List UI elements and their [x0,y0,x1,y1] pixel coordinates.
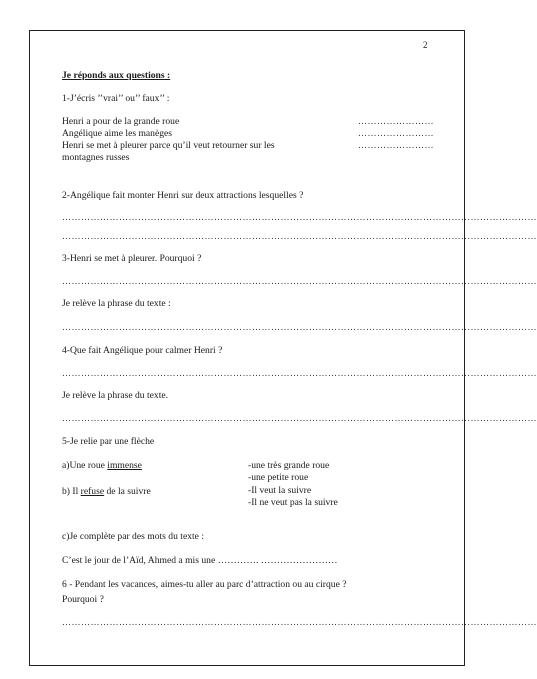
q5-item-a-prefix: a)Une roue [62,460,108,471]
q5-item-b-prefix: b) Il [62,486,81,497]
section-heading: Je réponds aux questions : [62,70,171,81]
q4-followup: Je relève la phrase du texte. [62,390,169,401]
q3-followup-answer-line[interactable]: …………………………………………………………………………………………………………………………………… [62,322,537,332]
q5-item-a[interactable] [62,460,142,471]
q3-answer-line[interactable]: …………………………………………………………………………………………………………………………………… [62,276,537,286]
q4-followup-answer-line[interactable]: …………………………………………………………………………………………………………………………………… [62,413,537,423]
q1-title: 1-J’écris ’’vrai’’ ou’’ faux’’ : [62,93,170,104]
q5-item-b[interactable] [62,486,151,497]
q1-item-2: Angélique aime les manèges [62,128,173,139]
q5-item-a-word: immense [107,460,142,471]
q1-item-3: Henri se met à pleurer parce qu’il veut retourner sur les [62,140,275,151]
q5-item-b-suffix: de la suivre [104,486,151,497]
q2-title: 2-Angélique fait monter Henri sur deux attractions lesquelles ? [62,190,304,201]
q4-title: 4-Que fait Angélique pour calmer Henri ? [62,345,223,356]
q3-title: 3-Henri se met à pleurer. Pourquoi ? [62,253,202,264]
q5-option-4[interactable]: -Il ne veut pas la suivre [248,497,338,508]
q5-option-1[interactable]: -une très grande roue [248,460,330,471]
q2-answer-line-2[interactable]: …………………………………………………………………………………………………………………………………… [62,231,537,241]
q5-c-sentence[interactable]: C’est le jour de l’Aïd, Ahmed a mis une …………. …………………… [62,555,338,566]
page-number: 2 [423,40,428,50]
q1-answer-3[interactable]: …………………… [358,140,434,150]
q1-answer-1[interactable]: …………………… [358,116,434,126]
q5-item-b-word: refuse [80,486,105,497]
q1-item-1: Henri a pour de la grande roue [62,116,180,127]
q5-title: 5-Je relie par une flèche [62,436,155,447]
q6-answer-line[interactable]: …………………………………………………………………………………………………………………………………… [62,617,537,627]
q5-option-3[interactable]: -Il veut la suivre [248,485,312,496]
q3-followup: Je relève la phrase du texte : [62,298,171,309]
q5-c-title: c)Je complète par des mots du texte : [62,531,204,542]
q5-option-2[interactable]: -une petite roue [248,472,309,483]
q6-title: 6 - Pendant les vacances, aimes-tu aller au parc d’attraction ou au cirque ? [62,579,347,590]
q2-answer-line-1[interactable]: …………………………………………………………………………………………………………………………………… [62,212,537,222]
q1-answer-2[interactable]: …………………… [358,128,434,138]
q1-item-3-cont: montagnes russes [62,152,130,163]
q6-title-cont: Pourquoi ? [62,594,104,605]
q4-answer-line[interactable]: …………………………………………………………………………………………………………………………………… [62,368,537,378]
